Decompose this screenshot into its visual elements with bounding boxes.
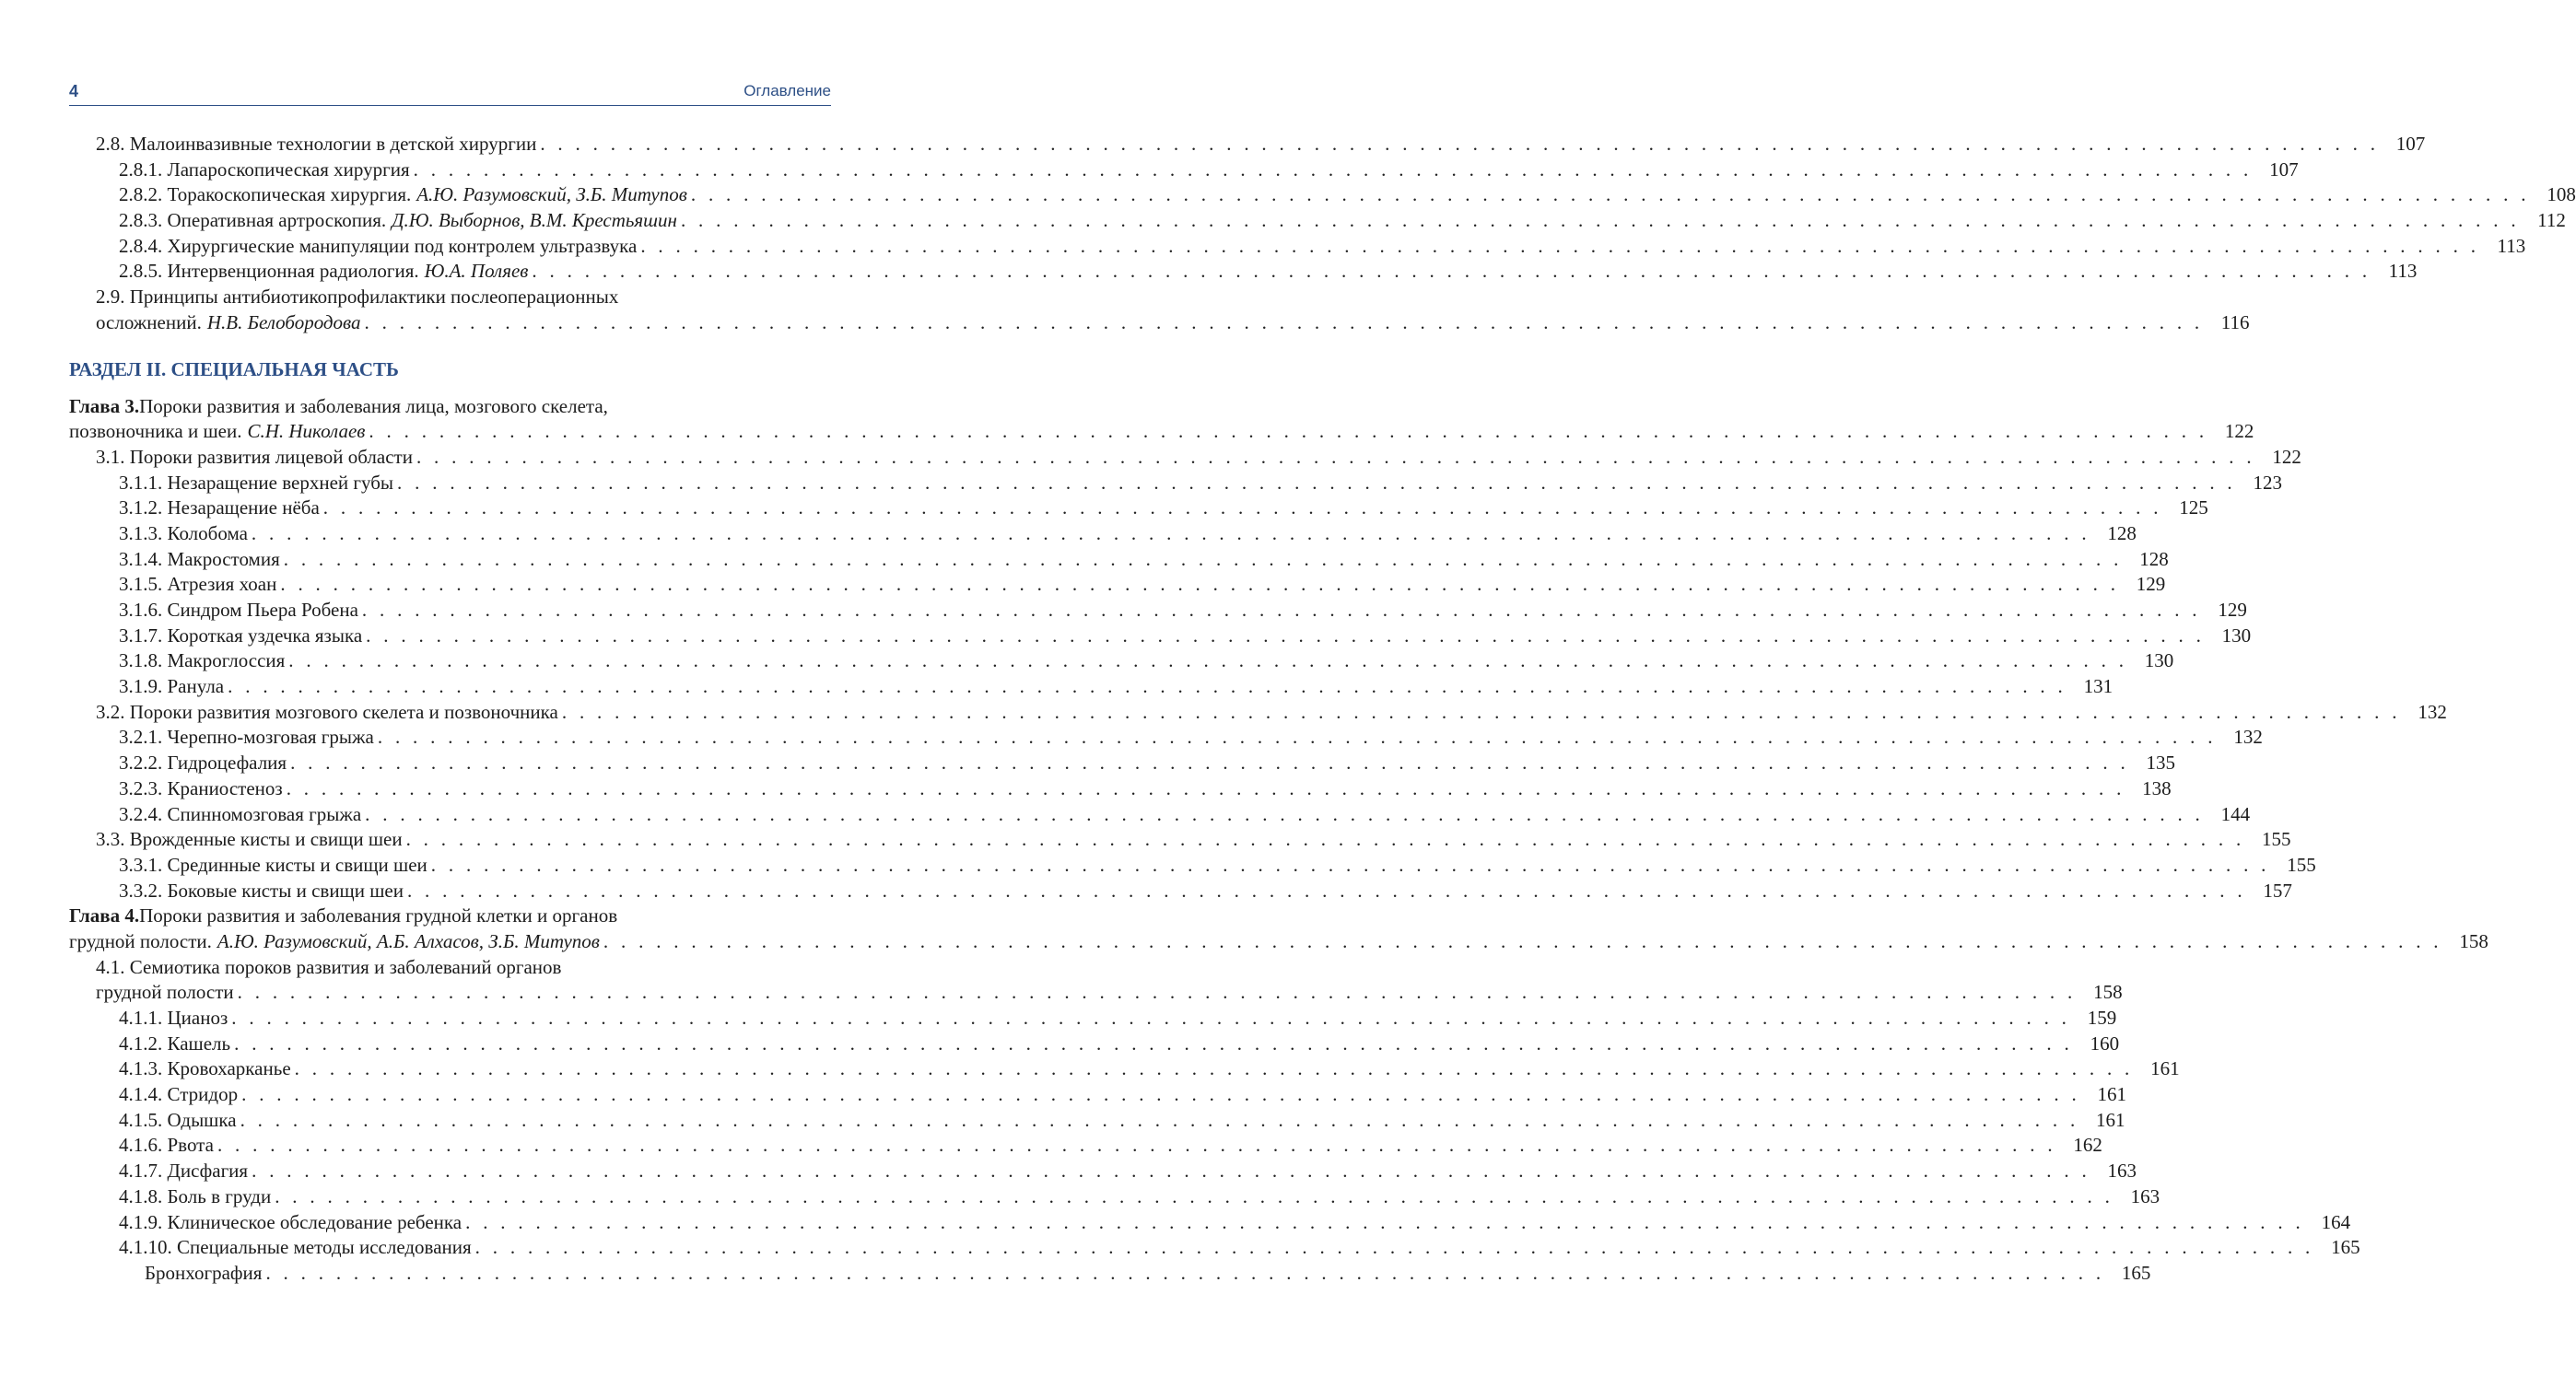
- toc-entry[interactable]: осложнений. Н.В. Белобородова . . . . . . . . . . . . . . . . . . . . . . . . . . . . . . . . . . . . . . . . . . . . . . . . . . . . . . . . . . . . . . . . . . . . . . . . . . . . . . . . . . . . . . . . . . . . . . . . . . . . . . . . . 116: [69, 310, 831, 336]
- running-title: Оглавление: [744, 82, 831, 99]
- toc-entry[interactable]: 4.1.5. Одышка . . . . . . . . . . . . . . . . . . . . . . . . . . . . . . . . . . . . . . . . . . . . . . . . . . . . . . . . . . . . . . . . . . . . . . . . . . . . . . . . . . . . . . . . . . . . . . . . . . . . . . . . . 161: [119, 1108, 2125, 1131]
- toc-entry[interactable]: 3.1.6. Синдром Пьера Робена . . . . . . . . . . . . . . . . . . . . . . . . . . . . . . . . . . . . . . . . . . . . . . . . . . . . . . . . . . . . . . . . . . . . . . . . . . . . . . . . . . . . . . . . . . . . . . . . . . . . . . . . . 129: [119, 599, 2247, 621]
- toc-entry[interactable]: 3.2.4. Спинномозговая грыжа . . . . . . . . . . . . . . . . . . . . . . . . . . . . . . . . . . . . . . . . . . . . . . . . . . . . . . . . . . . . . . . . . . . . . . . . . . . . . . . . . . . . . . . . . . . . . . . . . . . . . . . . . 144: [119, 802, 2251, 825]
- toc-entry[interactable]: 3.1.9. Ранула . . . . . . . . . . . . . . . . . . . . . . . . . . . . . . . . . . . . . . . . . . . . . . . . . . . . . . . . . . . . . . . . . . . . . . . . . . . . . . . . . . . . . . . . . . . . . . . . . . . . . . . . . 131: [119, 675, 2113, 698]
- toc-entry[interactable]: 2.8.3. Оперативная артроскопия. Д.Ю. Выборнов, В.М. Крестьяшин . . . . . . . . . . . . . . . . . . . . . . . . . . . . . . . . . . . . . . . . . . . . . . . . . . . . . . . . . . . . . . . . . . . . . . . . . . . . . . . . . . . . . . . . . . . . . . . . . . . . . . . . . 112: [69, 208, 831, 234]
- toc-entry[interactable]: 4.1.2. Кашель . . . . . . . . . . . . . . . . . . . . . . . . . . . . . . . . . . . . . . . . . . . . . . . . . . . . . . . . . . . . . . . . . . . . . . . . . . . . . . . . . . . . . . . . . . . . . . . . . . . . . . . . . 160: [119, 1032, 2120, 1055]
- toc-entry[interactable]: 4.1.1. Цианоз . . . . . . . . . . . . . . . . . . . . . . . . . . . . . . . . . . . . . . . . . . . . . . . . . . . . . . . . . . . . . . . . . . . . . . . . . . . . . . . . . . . . . . . . . . . . . . . . . . . . . . . . . 159: [119, 1007, 2117, 1029]
- author: А.Ю. Разумовский, А.Б. Алхасов, З.Б. Митупов: [217, 929, 600, 952]
- toc-entry[interactable]: 2.8. Малоинвазивные технологии в детской хирургии . . . . . . . . . . . . . . . . . . . . . . . . . . . . . . . . . . . . . . . . . . . . . . . . . . . . . . . . . . . . . . . . . . . . . . . . . . . . . . . . . . . . . . . . . . . . . . . . . . . . . . . . . 107: [96, 133, 2426, 155]
- author: Н.В. Белобородова: [206, 310, 361, 333]
- toc-entry[interactable]: 4.1.6. Рвота . . . . . . . . . . . . . . . . . . . . . . . . . . . . . . . . . . . . . . . . . . . . . . . . . . . . . . . . . . . . . . . . . . . . . . . . . . . . . . . . . . . . . . . . . . . . . . . . . . . . . . . . . 162: [119, 1134, 2102, 1157]
- toc-entry[interactable]: 3.2.1. Черепно-мозговая грыжа . . . . . . . . . . . . . . . . . . . . . . . . . . . . . . . . . . . . . . . . . . . . . . . . . . . . . . . . . . . . . . . . . . . . . . . . . . . . . . . . . . . . . . . . . . . . . . . . . . . . . . . . . 132: [119, 726, 2263, 749]
- toc-entry[interactable]: 4.1.8. Боль в груди . . . . . . . . . . . . . . . . . . . . . . . . . . . . . . . . . . . . . . . . . . . . . . . . . . . . . . . . . . . . . . . . . . . . . . . . . . . . . . . . . . . . . . . . . . . . . . . . . . . . . . . . . 163: [119, 1184, 2160, 1207]
- toc-entry[interactable]: 4.1.9. Клиническое обследование ребенка . . . . . . . . . . . . . . . . . . . . . . . . . . . . . . . . . . . . . . . . . . . . . . . . . . . . . . . . . . . . . . . . . . . . . . . . . . . . . . . . . . . . . . . . . . . . . . . . . . . . . . . . . 164: [119, 1210, 2351, 1233]
- toc-entry[interactable]: 4.1.10. Специальные методы исследования . . . . . . . . . . . . . . . . . . . . . . . . . . . . . . . . . . . . . . . . . . . . . . . . . . . . . . . . . . . . . . . . . . . . . . . . . . . . . . . . . . . . . . . . . . . . . . . . . . . . . . . . . 165: [119, 1236, 2360, 1259]
- toc-entry[interactable]: 3.1.3. Колобома . . . . . . . . . . . . . . . . . . . . . . . . . . . . . . . . . . . . . . . . . . . . . . . . . . . . . . . . . . . . . . . . . . . . . . . . . . . . . . . . . . . . . . . . . . . . . . . . . . . . . . . . . 128: [119, 521, 2137, 544]
- toc-entry[interactable]: 3.2.2. Гидроцефалия . . . . . . . . . . . . . . . . . . . . . . . . . . . . . . . . . . . . . . . . . . . . . . . . . . . . . . . . . . . . . . . . . . . . . . . . . . . . . . . . . . . . . . . . . . . . . . . . . . . . . . . . . 135: [119, 752, 2176, 775]
- toc-entry[interactable]: 3.1.7. Короткая уздечка языка . . . . . . . . . . . . . . . . . . . . . . . . . . . . . . . . . . . . . . . . . . . . . . . . . . . . . . . . . . . . . . . . . . . . . . . . . . . . . . . . . . . . . . . . . . . . . . . . . . . . . . . . . 130: [119, 624, 2252, 647]
- table-of-contents: [69, 132, 2576, 1287]
- toc-entry[interactable]: 3.1.4. Макростомия . . . . . . . . . . . . . . . . . . . . . . . . . . . . . . . . . . . . . . . . . . . . . . . . . . . . . . . . . . . . . . . . . . . . . . . . . . . . . . . . . . . . . . . . . . . . . . . . . . . . . . . . . 128: [119, 547, 2169, 570]
- toc-entry[interactable]: 3.3.1. Срединные кисты и свищи шеи . . . . . . . . . . . . . . . . . . . . . . . . . . . . . . . . . . . . . . . . . . . . . . . . . . . . . . . . . . . . . . . . . . . . . . . . . . . . . . . . . . . . . . . . . . . . . . . . . . . . . . . . . 155: [119, 853, 2316, 876]
- running-header: [69, 77, 831, 106]
- chapter-heading[interactable]: Глава 4.Пороки развития и заболевания грудной клетки и органов: [69, 904, 618, 927]
- toc-entry[interactable]: 3.2. Пороки развития мозгового скелета и позвоночника . . . . . . . . . . . . . . . . . . . . . . . . . . . . . . . . . . . . . . . . . . . . . . . . . . . . . . . . . . . . . . . . . . . . . . . . . . . . . . . . . . . . . . . . . . . . . . . . . . . . . . . . . 132: [96, 700, 2447, 723]
- toc-entry[interactable]: 2.8.1. Лапароскопическая хирургия . . . . . . . . . . . . . . . . . . . . . . . . . . . . . . . . . . . . . . . . . . . . . . . . . . . . . . . . . . . . . . . . . . . . . . . . . . . . . . . . . . . . . . . . . . . . . . . . . . . . . . . . . 107: [119, 157, 2299, 181]
- author: Ю.А. Поляев: [424, 260, 529, 283]
- toc-entry[interactable]: 3.1. Пороки развития лицевой области . . . . . . . . . . . . . . . . . . . . . . . . . . . . . . . . . . . . . . . . . . . . . . . . . . . . . . . . . . . . . . . . . . . . . . . . . . . . . . . . . . . . . . . . . . . . . . . . . . . . . . . . . 122: [96, 445, 2301, 468]
- toc-entry[interactable]: грудной полости . . . . . . . . . . . . . . . . . . . . . . . . . . . . . . . . . . . . . . . . . . . . . . . . . . . . . . . . . . . . . . . . . . . . . . . . . . . . . . . . . . . . . . . . . . . . . . . . . . . . . . . . . 158: [96, 981, 2123, 1004]
- toc-entry[interactable]: 3.2.3. Краниостеноз . . . . . . . . . . . . . . . . . . . . . . . . . . . . . . . . . . . . . . . . . . . . . . . . . . . . . . . . . . . . . . . . . . . . . . . . . . . . . . . . . . . . . . . . . . . . . . . . . . . . . . . . . 138: [119, 776, 2172, 799]
- toc-entry-first-line[interactable]: 4.1. Семиотика пороков развития и заболеваний органов: [96, 955, 562, 978]
- toc-entry[interactable]: 4.1.7. Дисфагия . . . . . . . . . . . . . . . . . . . . . . . . . . . . . . . . . . . . . . . . . . . . . . . . . . . . . . . . . . . . . . . . . . . . . . . . . . . . . . . . . . . . . . . . . . . . . . . . . . . . . . . . . 163: [119, 1160, 2137, 1183]
- toc-entry[interactable]: 3.1.1. Незаращение верхней губы . . . . . . . . . . . . . . . . . . . . . . . . . . . . . . . . . . . . . . . . . . . . . . . . . . . . . . . . . . . . . . . . . . . . . . . . . . . . . . . . . . . . . . . . . . . . . . . . . . . . . . . . . 123: [119, 471, 2282, 494]
- author: Д.Ю. Выборнов, В.М. Крестьяшин: [392, 209, 677, 232]
- author: С.Н. Николаев: [247, 420, 366, 443]
- toc-entry[interactable]: 2.8.2. Торакоскопическая хирургия. А.Ю. Разумовский, З.Б. Митупов . . . . . . . . . . . . . . . . . . . . . . . . . . . . . . . . . . . . . . . . . . . . . . . . . . . . . . . . . . . . . . . . . . . . . . . . . . . . . . . . . . . . . . . . . . . . . . . . . . . . . . . . . 108: [69, 182, 831, 208]
- toc-entry[interactable]: 3.3.2. Боковые кисты и свищи шеи . . . . . . . . . . . . . . . . . . . . . . . . . . . . . . . . . . . . . . . . . . . . . . . . . . . . . . . . . . . . . . . . . . . . . . . . . . . . . . . . . . . . . . . . . . . . . . . . . . . . . . . . . 157: [119, 879, 2292, 902]
- toc-entry-first-line[interactable]: 2.9. Принципы антибиотикопрофилактики послеоперационных: [96, 286, 619, 309]
- toc-entry[interactable]: 3.1.2. Незаращение нёба . . . . . . . . . . . . . . . . . . . . . . . . . . . . . . . . . . . . . . . . . . . . . . . . . . . . . . . . . . . . . . . . . . . . . . . . . . . . . . . . . . . . . . . . . . . . . . . . . . . . . . . . . 125: [119, 496, 2208, 519]
- chapter-heading-line2[interactable]: позвоночника и шеи. С.Н. Николаев . . . . . . . . . . . . . . . . . . . . . . . . . . . . . . . . . . . . . . . . . . . . . . . . . . . . . . . . . . . . . . . . . . . . . . . . . . . . . . . . . . . . . . . . . . . . . . . . . . . . . . . . . 122: [69, 419, 831, 445]
- toc-entry[interactable]: 4.1.4. Стридор . . . . . . . . . . . . . . . . . . . . . . . . . . . . . . . . . . . . . . . . . . . . . . . . . . . . . . . . . . . . . . . . . . . . . . . . . . . . . . . . . . . . . . . . . . . . . . . . . . . . . . . . . 161: [119, 1083, 2127, 1106]
- toc-entry[interactable]: 3.3. Врожденные кисты и свищи шеи . . . . . . . . . . . . . . . . . . . . . . . . . . . . . . . . . . . . . . . . . . . . . . . . . . . . . . . . . . . . . . . . . . . . . . . . . . . . . . . . . . . . . . . . . . . . . . . . . . . . . . . . . 155: [96, 828, 2291, 851]
- page-number: 4: [69, 82, 79, 100]
- author: А.Ю. Разумовский, З.Б. Митупов: [416, 183, 687, 206]
- section-heading: РАЗДЕЛ II. СПЕЦИАЛЬНАЯ ЧАСТЬ: [69, 357, 399, 380]
- chapter-heading[interactable]: Глава 3.Пороки развития и заболевания лица, мозгового скелета,: [69, 394, 608, 417]
- toc-entry[interactable]: 3.1.8. Макроглоссия . . . . . . . . . . . . . . . . . . . . . . . . . . . . . . . . . . . . . . . . . . . . . . . . . . . . . . . . . . . . . . . . . . . . . . . . . . . . . . . . . . . . . . . . . . . . . . . . . . . . . . . . . 130: [119, 649, 2174, 672]
- toc-entry[interactable]: 4.1.3. Кровохарканье . . . . . . . . . . . . . . . . . . . . . . . . . . . . . . . . . . . . . . . . . . . . . . . . . . . . . . . . . . . . . . . . . . . . . . . . . . . . . . . . . . . . . . . . . . . . . . . . . . . . . . . . . 161: [119, 1057, 2180, 1080]
- toc-entry[interactable]: 3.1.5. Атрезия хоан . . . . . . . . . . . . . . . . . . . . . . . . . . . . . . . . . . . . . . . . . . . . . . . . . . . . . . . . . . . . . . . . . . . . . . . . . . . . . . . . . . . . . . . . . . . . . . . . . . . . . . . . . 129: [119, 573, 2166, 596]
- chapter-heading-line2[interactable]: грудной полости. А.Ю. Разумовский, А.Б. Алхасов, З.Б. Митупов . . . . . . . . . . . . . . . . . . . . . . . . . . . . . . . . . . . . . . . . . . . . . . . . . . . . . . . . . . . . . . . . . . . . . . . . . . . . . . . . . . . . . . . . . . . . . . . . . . . . . . . . . 158: [69, 929, 831, 955]
- toc-entry[interactable]: 2.8.5. Интервенционная радиология. Ю.А. Поляев . . . . . . . . . . . . . . . . . . . . . . . . . . . . . . . . . . . . . . . . . . . . . . . . . . . . . . . . . . . . . . . . . . . . . . . . . . . . . . . . . . . . . . . . . . . . . . . . . . . . . . . . . 113: [69, 259, 831, 285]
- toc-entry[interactable]: 2.8.4. Хирургические манипуляции под контролем ультразвука . . . . . . . . . . . . . . . . . . . . . . . . . . . . . . . . . . . . . . . . . . . . . . . . . . . . . . . . . . . . . . . . . . . . . . . . . . . . . . . . . . . . . . . . . . . . . . . . . . . . . . . . . 113: [119, 234, 2526, 257]
- toc-entry[interactable]: Бронхография . . . . . . . . . . . . . . . . . . . . . . . . . . . . . . . . . . . . . . . . . . . . . . . . . . . . . . . . . . . . . . . . . . . . . . . . . . . . . . . . . . . . . . . . . . . . . . . . . . . . . . . . . 165: [145, 1261, 2151, 1284]
